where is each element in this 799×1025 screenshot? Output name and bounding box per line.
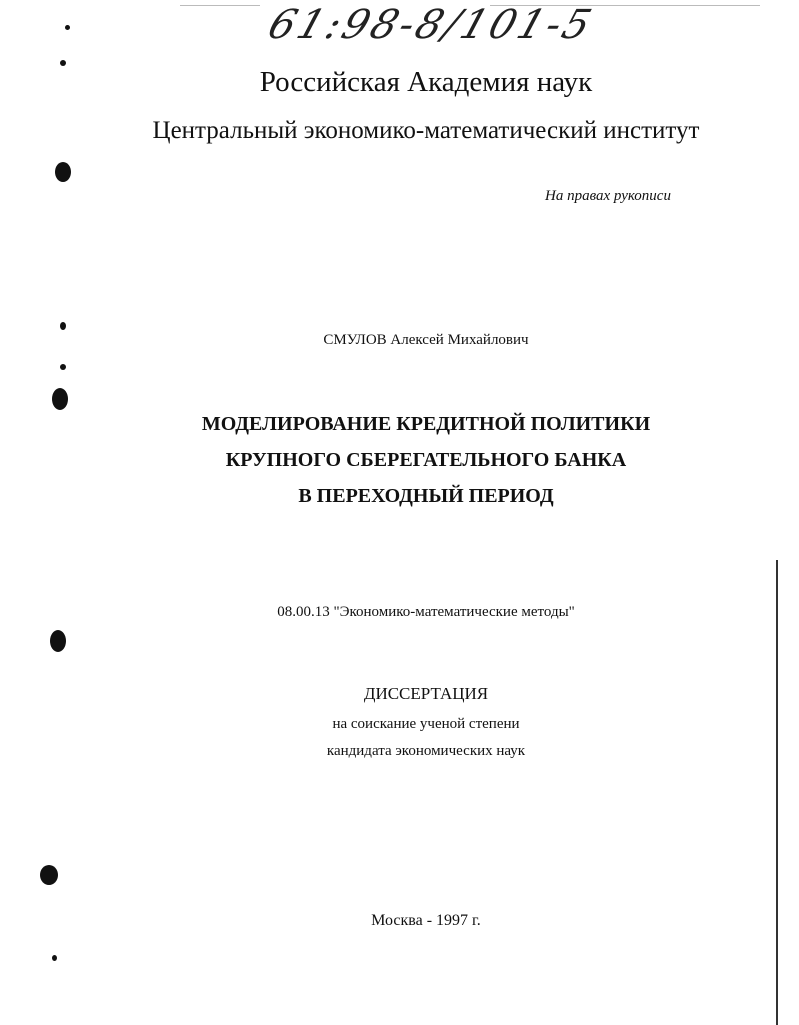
binding-hole-mark [52,955,57,961]
dissertation-title-line: В ПЕРЕХОДНЫЙ ПЕРИОД [298,485,554,507]
binding-hole-mark [40,865,58,885]
binding-hole-mark [60,322,66,330]
institute-name: Центральный экономико-математический институт [152,117,700,144]
specialty-code: 08.00.13 "Экономико-математические методы" [277,604,575,620]
binding-hole-mark [55,162,71,182]
binding-hole-mark [65,25,70,30]
dissertation-title-line: МОДЕЛИРОВАНИЕ КРЕДИТНОЙ ПОЛИТИКИ [201,413,651,435]
handwritten-code: 61:98-8/101-5 [262,2,600,48]
document-type: ДИССЕРТАЦИЯ [363,684,489,703]
city-year: Москва - 1997 г. [371,912,481,929]
institution-name: Российская Академия наук [259,66,593,98]
rights-note: На правах рукописи [545,188,671,204]
binding-hole-mark [52,388,68,410]
dissertation-title-line: КРУПНОГО СБЕРЕГАТЕЛЬНОГО БАНКА [225,449,627,471]
degree-line: кандидата экономических наук [326,743,526,759]
scan-edge-line [776,560,778,1025]
author-name: СМУЛОВ Алексей Михайлович [323,332,529,348]
scan-edge-line [180,5,260,6]
binding-hole-mark [50,630,66,652]
degree-line: на соискание ученой степени [332,716,520,732]
binding-hole-mark [60,364,66,370]
